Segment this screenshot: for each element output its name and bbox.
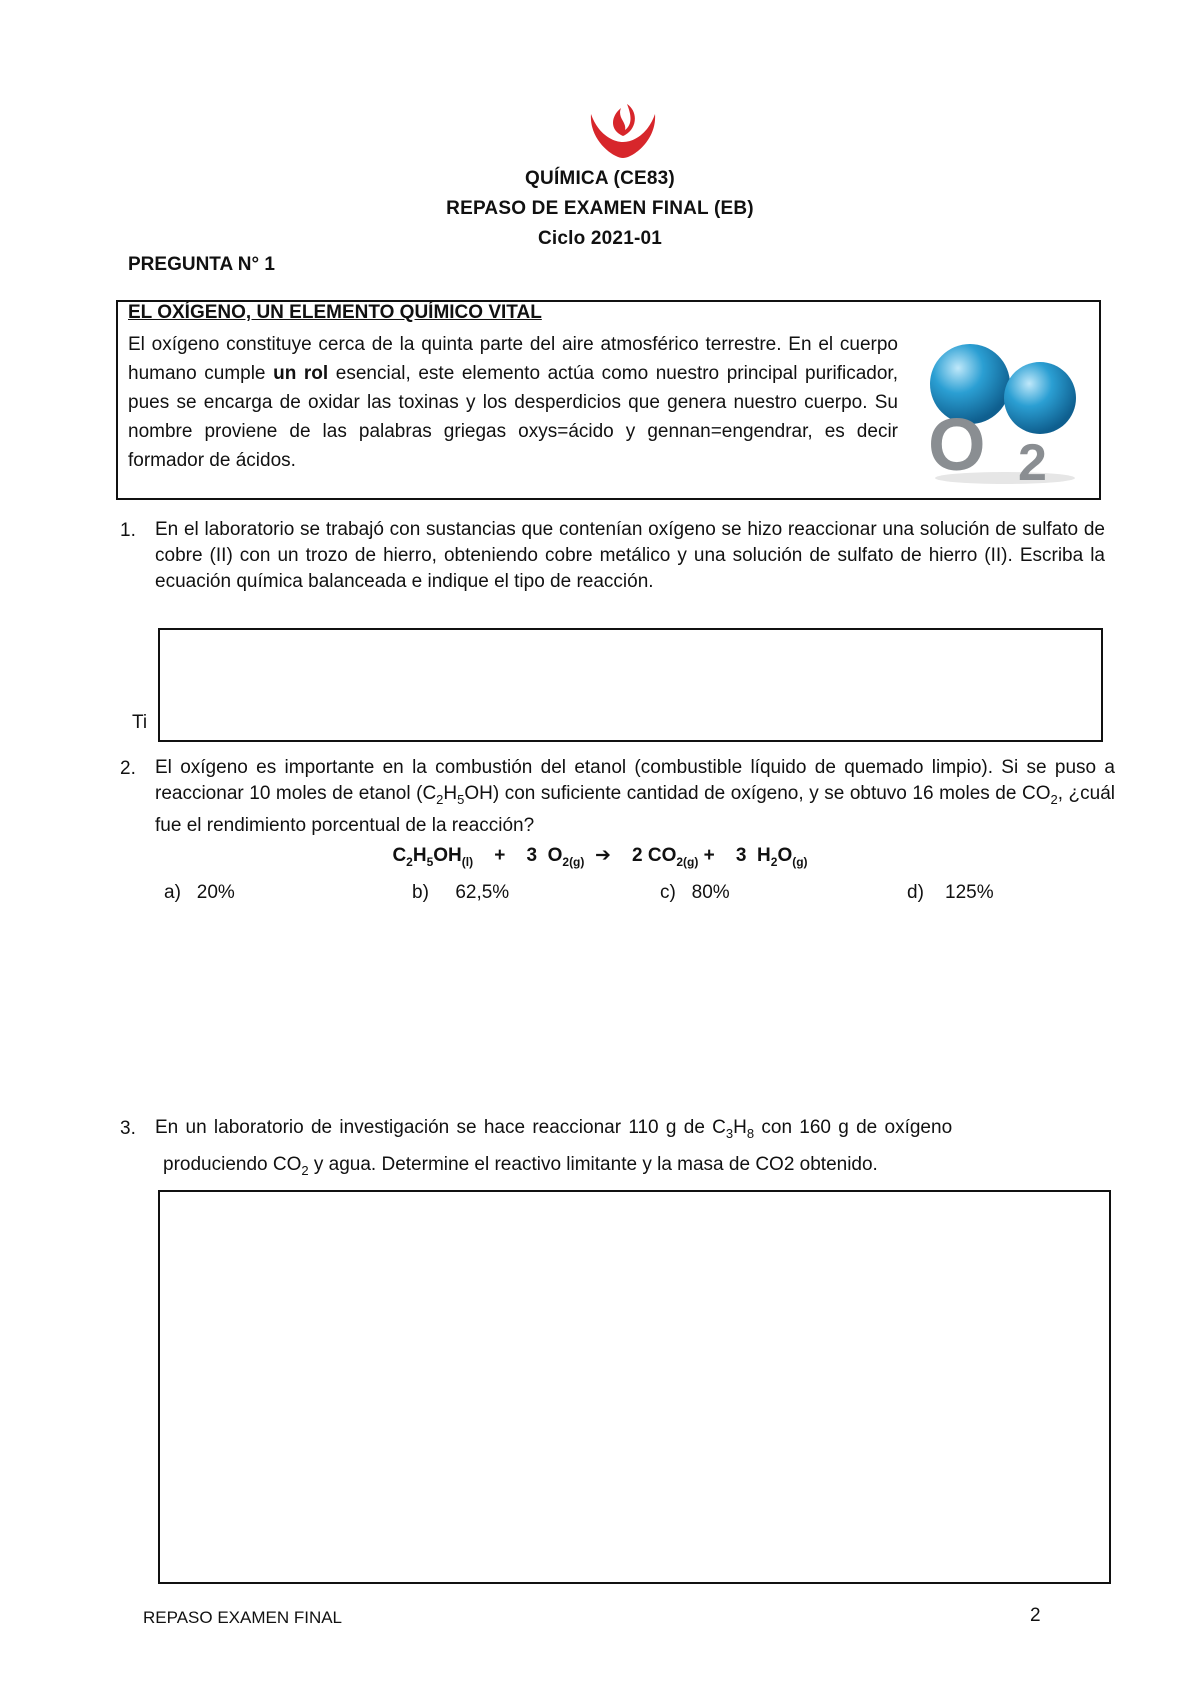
arrow-icon: ➔ xyxy=(594,845,611,866)
q2-text: El oxígeno es importante en la combustión del etanol (combustible líquido de quemado limpio). Si se puso a reaccionar 10 moles de etanol $(C_2H_5OH)$ con suficiente cantidad de oxígeno, y se obtuvo 16 moles de $CO_2$, ¿cuál fue el rendimiento porcentual de la reacción? xyxy=(155,757,1115,836)
q3-number: 3. xyxy=(120,1118,136,1139)
option-d[interactable]: d) 125% xyxy=(907,882,994,903)
cycle-label: Ciclo 2021-01 xyxy=(537,228,663,249)
footer-label: REPASO EXAMEN FINAL xyxy=(143,1608,343,1627)
oxygen-molecule-image xyxy=(920,338,1090,488)
option-a[interactable]: a) 20% xyxy=(164,882,235,903)
svg-text:2: 2 xyxy=(1018,434,1047,488)
emphasis-text: un rol xyxy=(273,363,329,384)
exam-title: REPASO DE EXAMEN FINAL (EB) xyxy=(446,198,754,219)
q1-answer-box[interactable] xyxy=(158,628,1103,742)
option-c[interactable]: c) 80% xyxy=(660,882,730,903)
question-label: PREGUNTA N° 1 xyxy=(128,254,275,275)
option-b[interactable]: b) 62,5% xyxy=(412,882,510,903)
q3-text: En un laboratorio de investigación se hace reaccionar 110 g de $C_3H_8$ con 160 g de oxígeno xyxy=(155,1117,953,1141)
q1-text: En el laboratorio se trabajó con sustancias que contenían oxígeno se hizo reaccionar una solución de sulfato de cobre (II) con un trozo de hierro, obteniendo cobre metálico y una solución de sulfato de hierro (II). Escriba la ecuación química balanceada e indique el tipo de reacción. xyxy=(155,519,1105,592)
combustion-equation: $C_2H_5OH_{(l)}$ + 3 $O_{2(g)}$ ➔ 2 $CO_{2(g)}$ + 3 $H_2O_{(g)}$ xyxy=(392,845,808,869)
course-title: QUÍMICA (CE83) xyxy=(525,168,675,189)
university-logo xyxy=(587,96,659,160)
q3-text-line2: produciendo $CO_2$ y agua. Determine el reactivo limitante y la masa de CO2 obtenido. xyxy=(163,1154,878,1178)
q1-side-label: Ti xyxy=(132,712,148,733)
reading-title: EL OXÍGENO, UN ELEMENTO QUÍMICO VITAL xyxy=(128,302,542,323)
q3-answer-box[interactable] xyxy=(158,1190,1111,1584)
page-number: 2 xyxy=(1030,1605,1041,1626)
reading-text: El oxígeno constituye cerca de la quinta parte del aire atmosférico terrestre. En el cuerpo humano cumple un rol esencial, este elemento actúa como nuestro principal purificador, pues se encarga de oxidar las toxinas y los desperdicios que genera nuestro cuerpo. Su nombre proviene de las palabras griegas oxys=ácido y gennan=engendrar, es decir formador de ácidos. xyxy=(128,334,898,471)
q1-number: 1. xyxy=(120,520,136,541)
o2-label: O xyxy=(928,403,986,486)
q2-number: 2. xyxy=(120,758,136,779)
